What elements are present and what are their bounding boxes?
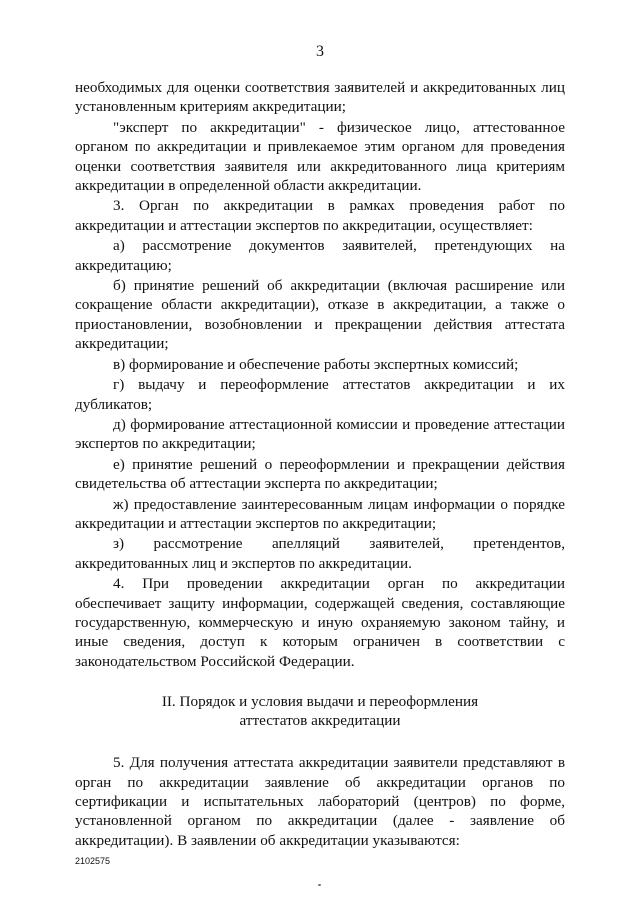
- section-heading: [75, 692, 565, 730]
- document-body: [75, 78, 565, 851]
- scan-speck: [318, 884, 321, 886]
- list-item-b: б) принятие решений об аккредитации (включая расширение или сокращение области аккредитации), отказе в аккредитации, а также о приостановлении, возобновлении и прекращении действия аттестата аккредитации;: [75, 277, 565, 353]
- list-item-a: а) рассмотрение документов заявителей, претендующих на аккредитацию;: [75, 237, 565, 274]
- paragraph-4: 4. При проведении аккредитации орган по аккредитации обеспечивает защиту информации, содержащей сведения, составляющие государственную, коммерческую и иную охраняемую законом тайну, и иные сведения, доступ к которым ограничен в соответствии с законодательством Российской Федерации.: [75, 575, 565, 670]
- list-item-z: з) рассмотрение апелляций заявителей, претендентов, аккредитованных лиц и экспертов по аккредитации.: [75, 535, 565, 572]
- list-item-d: д) формирование аттестационной комиссии и проведение аттестации экспертов по аккредитации;: [75, 415, 565, 453]
- paragraph-3: 3. Орган по аккредитации в рамках проведения работ по аккредитации и аттестации экспертов по аккредитации, осуществляет:: [75, 197, 565, 234]
- list-item-v: в) формирование и обеспечение работы экспертных комиссий;: [113, 355, 519, 373]
- list-item-zh: ж) предоставление заинтересованным лицам информации о порядке аккредитации и аттестации экспертов по аккредитации;: [75, 495, 565, 532]
- paragraph-expert-definition: "эксперт по аккредитации" - физическое лицо, аттестованное органом по аккредитации и привлекаемое этим органом для проведения оценки соответствия заявителя или аккредитованного лица критериям аккредитации в определенной области аккредитации.: [75, 118, 565, 195]
- document-code: 2102575: [75, 856, 111, 866]
- section-heading-line-2: аттестатов аккредитации: [239, 712, 401, 730]
- paragraph-continuation: необходимых для оценки соответствия заявителей и аккредитованных лиц установленным критериям аккредитации;: [75, 79, 565, 116]
- list-item-e: е) принятие решений о переоформлении и прекращении действия свидетельства об аттестации эксперта по аккредитации;: [75, 455, 565, 493]
- list-item-g: г) выдачу и переоформление аттестатов аккредитации и их дубликатов;: [75, 376, 565, 413]
- page-number: 3: [316, 43, 324, 60]
- paragraph-5: 5. Для получения аттестата аккредитации заявители представляют в орган по аккредитации заявление об аккредитации органов по сертификации и испытательных лабораторий (центров) по форме, установленной органом по аккредитации (далее - заявление об аккредитации). В заявлении об аккредитации указываются:: [75, 754, 565, 849]
- section-heading-line-1: II. Порядок и условия выдачи и переоформления: [161, 693, 479, 711]
